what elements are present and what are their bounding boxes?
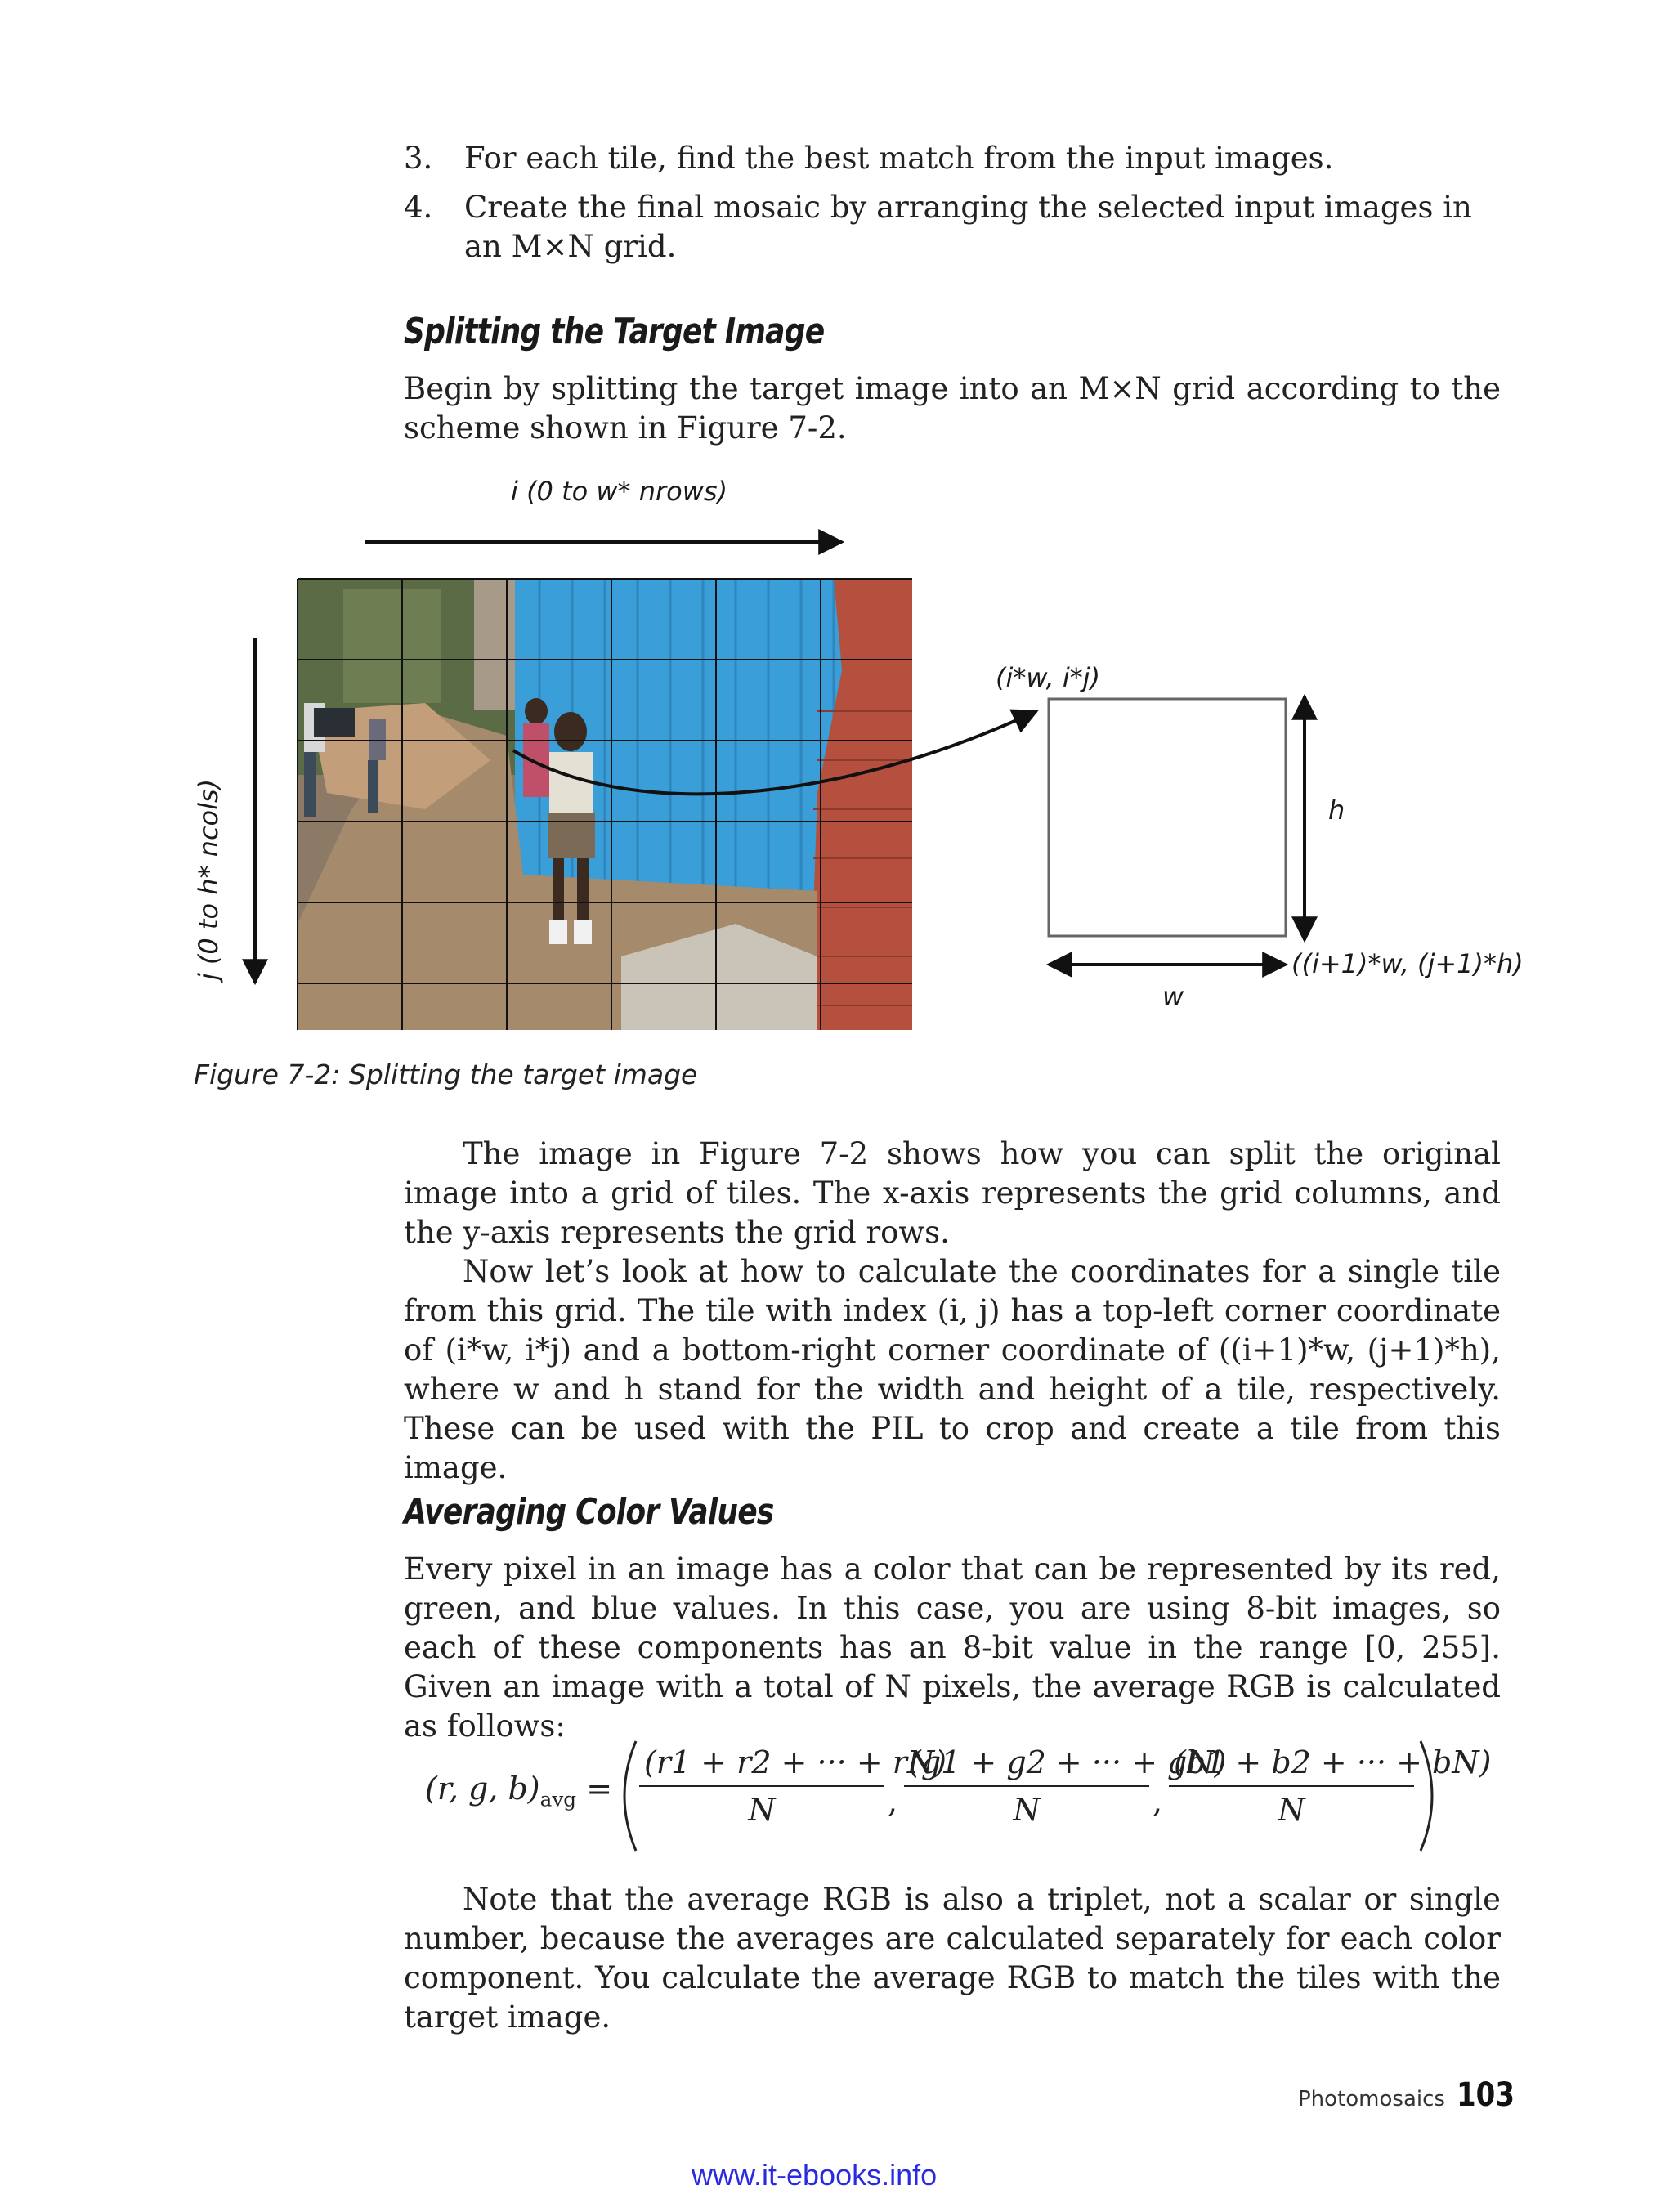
average-rgb-formula: (r, g, $b)_{avg}$ = $\frac{(r1 + r2 + \cdot\cdot\cdot + rN)}{N}$ , $\frac{(g1 + g2 + \cdot\cdot\cdot + gN)}{N}$ , $\frac{(b1 + b2 + \cdot\cdot\cdot + bN)}{N}$ (425, 1735, 1439, 1857)
page-number: 103 (1457, 2076, 1515, 2114)
formula-lhs-text: (r, g, b) (425, 1771, 540, 1807)
fraction-red-numerator: (r1 + r2 + ··· + rN) (639, 1744, 884, 1787)
section-heading-averaging: Averaging Color Values (404, 1491, 774, 1533)
paragraph-intro: Begin by splitting the target image into an M×N grid according to the scheme shown in Figure 7-2. (404, 371, 1501, 446)
list-item (404, 188, 1499, 266)
figure-7-2 (0, 466, 1674, 1087)
label-tile-width: w (1162, 981, 1184, 1012)
fraction-green-denominator: N (1013, 1792, 1041, 1828)
fraction-green (904, 1744, 1227, 1828)
watermark-link[interactable]: www.it-ebooks.info (692, 2158, 938, 2192)
fraction-blue-numerator: (b1 + b2 + ··· + bN) (1169, 1744, 1414, 1787)
fraction-blue-denominator: N (1278, 1792, 1305, 1828)
list-text: Create the final mosaic by arranging the selected input images in an M×N grid. (464, 190, 1472, 264)
figure-caption: Figure 7-2: Splitting the target image (194, 1059, 698, 1090)
label-bottom-right-coordinate: ((i+1)*w, (j+1)*h) (1291, 948, 1524, 979)
label-i-axis: i (0 to w* nrows) (511, 476, 728, 507)
formula-lhs: (r, g, $b)_{avg}$ = (425, 1771, 613, 1811)
section-heading-splitting: Splitting the Target Image (404, 311, 825, 352)
list-number: 4. (404, 190, 433, 225)
figure-diagram (0, 466, 1674, 1087)
paragraph-coordinates: Now let’s look at how to calculate the coordinates for a single tile from this grid. The tile with index (i, j) has a top-left corner coordinate of (i*w, i*j) and a bottom-right corner coordinate of ((i+1)*w, (j+1)*h), where w and h stand for the width and height of a tile, respectively. These can be used with the PIL to crop and create a tile from this image. (404, 1254, 1501, 1485)
tile-square (1049, 699, 1286, 936)
footer-section-name: Photomosaics (1298, 2087, 1445, 2111)
formula-lhs-subscript: avg (539, 1787, 577, 1811)
label-tile-height: h (1328, 795, 1345, 826)
list-item (404, 139, 1499, 178)
paragraph-grid-explanation: The image in Figure 7-2 shows how you can split the original image into a grid of tiles. The x-axis represents the grid columns, and the y-axis represents the grid rows. (404, 1136, 1501, 1250)
list-text: For each tile, find the best match from the input images. (464, 141, 1334, 176)
paragraph-triplet-note: Note that the average RGB is also a triplet, not a scalar or single number, because the averages are calculated separately for each color component. You calculate the average RGB to match the tiles with the target image. (404, 1882, 1501, 2035)
fraction-green-numerator: (g1 + g2 + ··· + gN) (904, 1744, 1149, 1787)
fraction-blue (1169, 1744, 1492, 1828)
fraction-red (639, 1744, 947, 1828)
label-j-axis-text: j (0 to h* ncols) (193, 778, 224, 981)
paragraph-averaging: Every pixel in an image has a color that can be represented by its red, green, and blue values. In this case, you are using 8-bit images, so each of these components has an 8-bit value in the range [0, 255]. Given an image with a total of N pixels, the average RGB is calculated as follows: (404, 1552, 1501, 1744)
list-number: 3. (404, 141, 433, 176)
fraction-red-denominator: N (748, 1792, 776, 1828)
label-top-left-coordinate: (i*w, i*j) (996, 662, 1101, 693)
